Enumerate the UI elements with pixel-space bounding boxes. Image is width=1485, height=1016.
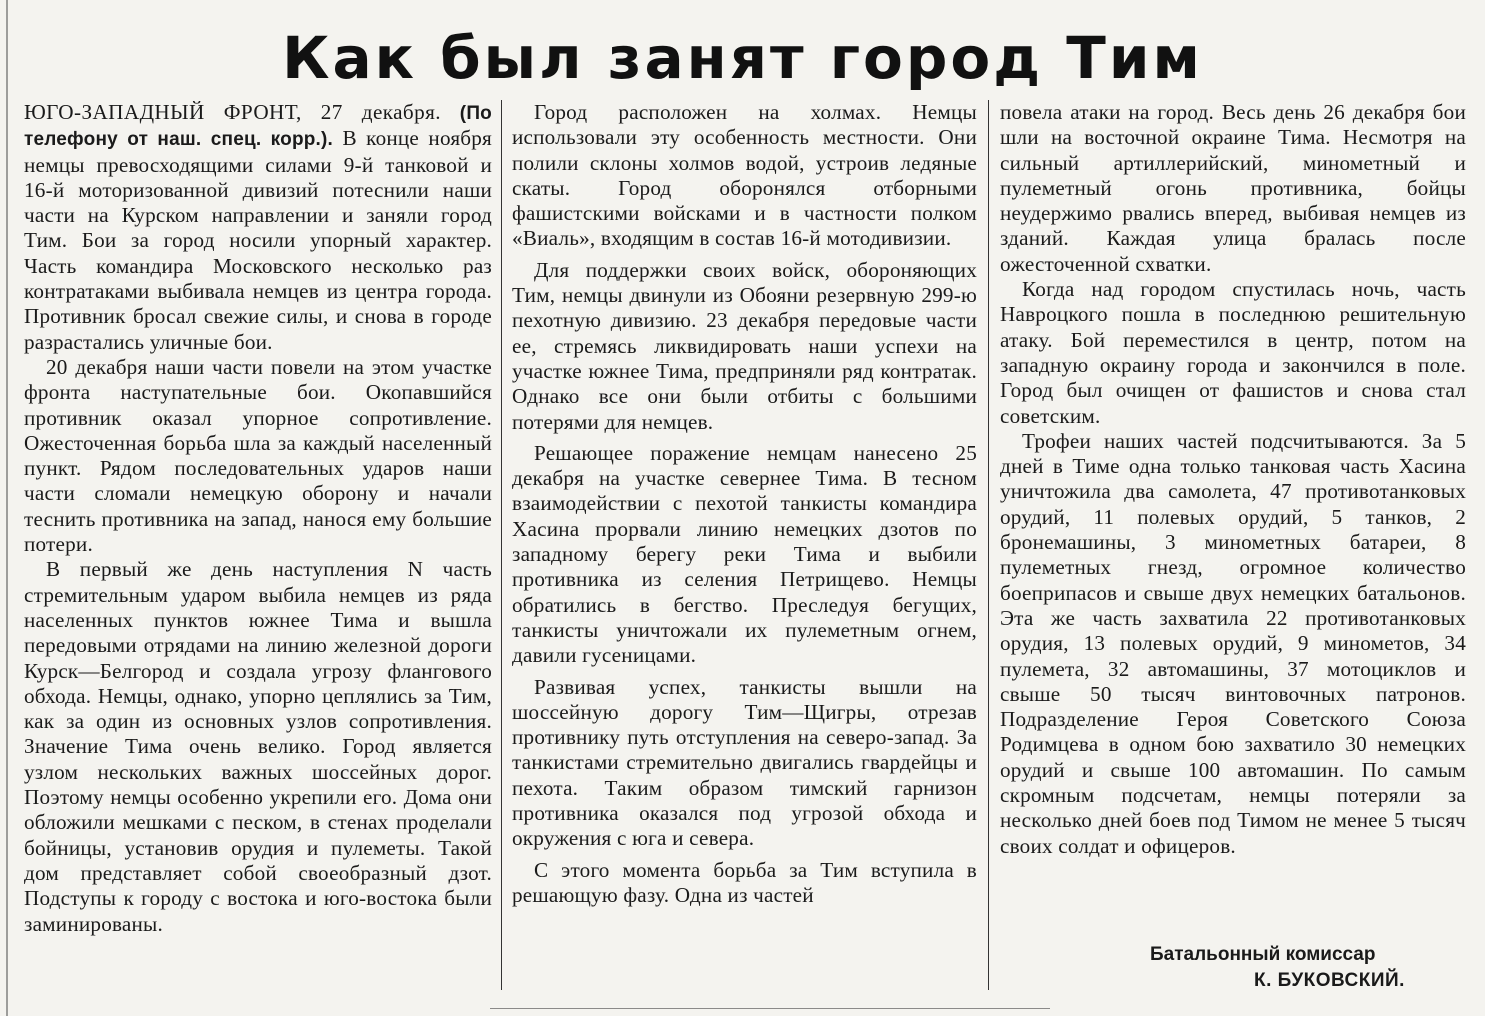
article-paragraph: Решающее поражение немцам нанесено 25 декабря на участке севернее Тима. В тесном взаимодействии с пехотой танкисты командира Хасина прорвали линию немецких дзотов по западному берегу реки Тима и выбили противника из селения Петрищево. Немцы обратились в бегство. Преследуя бегущих, танкисты уничтожали их пулеметным огнем, давили гусеницами. (512, 440, 977, 668)
column-divider (501, 100, 502, 990)
article-paragraph: Город расположен на холмах. Немцы использовали эту особенность местности. Они полили склоны холмов водой, устроив ледяные скаты. Город оборонялся отборными фашистскими войсками и в частности полком «Виаль», входящим в состав 16-й мотодивизии. (512, 100, 977, 251)
article-paragraph: С этого момента борьба за Тим вступила в решающую фазу. Одна из частей (512, 857, 977, 907)
column-divider (988, 100, 989, 990)
article-column-3 (1000, 100, 1466, 859)
bottom-rule (490, 1008, 1050, 1009)
article-paragraph: Для поддержки своих войск, обороняющих Тим, немцы двинули из Обояни резервную 299-ю пехотную дивизию. 23 декабря передовые части ее, стремясь ликвидировать наши успехи на участке южнее Тима, предприняли ряд контратак. Однако все они были отбиты с большими потерями для немцев. (512, 257, 977, 434)
page-edge-line (6, 0, 8, 1016)
article-paragraph: Трофеи наших частей подсчитываются. За 5 дней в Тиме одна только танковая часть Хасина уничтожила два самолета, 47 противотанковых орудий, 11 полевых орудий, 5 танков, 2 бронемашины, 3 минометных батареи, 8 пулеметных гнезд, огромное количество боеприпасов и свыше двух немецких батальонов. Эта же часть захватила 22 противотанковых орудия, 13 полевых орудий, 9 минометов, 34 пулемета, 32 автомашины, 37 мотоциклов и свыше 50 тысяч винтовочных патронов. Подразделение Героя Советского Союза Родимцева в одном бою захватило 30 немецких орудий и свыше 100 автомашин. По самым скромным подсчетам, немцы потеряли за несколько дней боев под Тимом не менее 5 тысяч своих солдат и офицеров. (1000, 428, 1466, 858)
article-paragraph: повела атаки на город. Весь день 26 декабря бои шли на восточной окраине Тима. Несмотря на сильный артиллерийский, минометный и пулеметный огонь противника, бойцы неудержимо рвались вперед, выбивая немцев из зданий. Каждая улица бралась после ожесточенной схватки. (1000, 100, 1466, 276)
article-column-1 (24, 100, 492, 937)
article-paragraph: 20 декабря наши части повели на этом участке фронта наступательные бои. Окопавшийся противник оказал упорное сопротивление. Ожесточенная борьба шла за каждый населенный пункт. Рядом последовательных ударов наши части сломали немецкую оборону и начали теснить противника на запад, нанося ему большие потери. (24, 354, 492, 557)
author-name: К. БУКОВСКИЙ. (1254, 970, 1405, 991)
paragraph-text: В конце ноября немцы превосходящими силами 9-й танковой и 16-й моторизованной дивизий потеснили наши части на Курском направлении и заняли город Тим. Бои за город носили упорный характер. Часть командира Московского несколько раз контратаками выбивала немцев из центра города. Противник бросал свежие силы, и снова в городе разрастались уличные бои. (24, 126, 493, 354)
article-paragraph: Когда над городом спустилась ночь, часть Навроцкого пошла в последнюю решительную атаку. Бой переместился в центр, потом на западную окраину города и закончился в поле. Город был очищен от фашистов и снова стал советским. (1000, 277, 1466, 428)
article-paragraph: В первый же день наступления N часть стремительным ударом выбила немцев из ряда населенных пунктов южнее Тима и вышла передовыми отрядами на линию железной дороги Курск—Белгород и создала угрозу флангового обхода. Немцы, однако, упорно цеплялись за Тим, как за один из основных узлов сопротивления. Значение Тима очень велико. Город является узлом нескольких важных шоссейных дорог. Поэтому немцы особенно укрепили его. Дома они обложили мешками с песком, в стенах проделали бойницы, установив орудия и пулеметы. Такой дом представляет собой своеобразный дзот. Подступы к городу с востока и юго-востока были заминированы. (24, 557, 492, 936)
article-paragraph (24, 100, 492, 355)
article-headline: Как был занят город Тим (282, 24, 1203, 92)
article-paragraph: Развивая успех, танкисты вышли на шоссейную дорогу Тим—Щигры, отрезав противнику путь отступления на северо-запад. За танкистами стремительно двигались гвардейцы и пехота. Таким образом тимский гарнизон противника оказался под угрозой обхода и окружения с юга и севера. (512, 674, 977, 851)
byline: (По телефону от наш. спец. корр.). (24, 103, 492, 151)
article-column-2 (512, 100, 977, 908)
author-title: Батальонный комиссар (1150, 944, 1376, 965)
dateline: ЮГО-ЗАПАДНЫЙ ФРОНТ, 27 декабря. (24, 100, 441, 124)
